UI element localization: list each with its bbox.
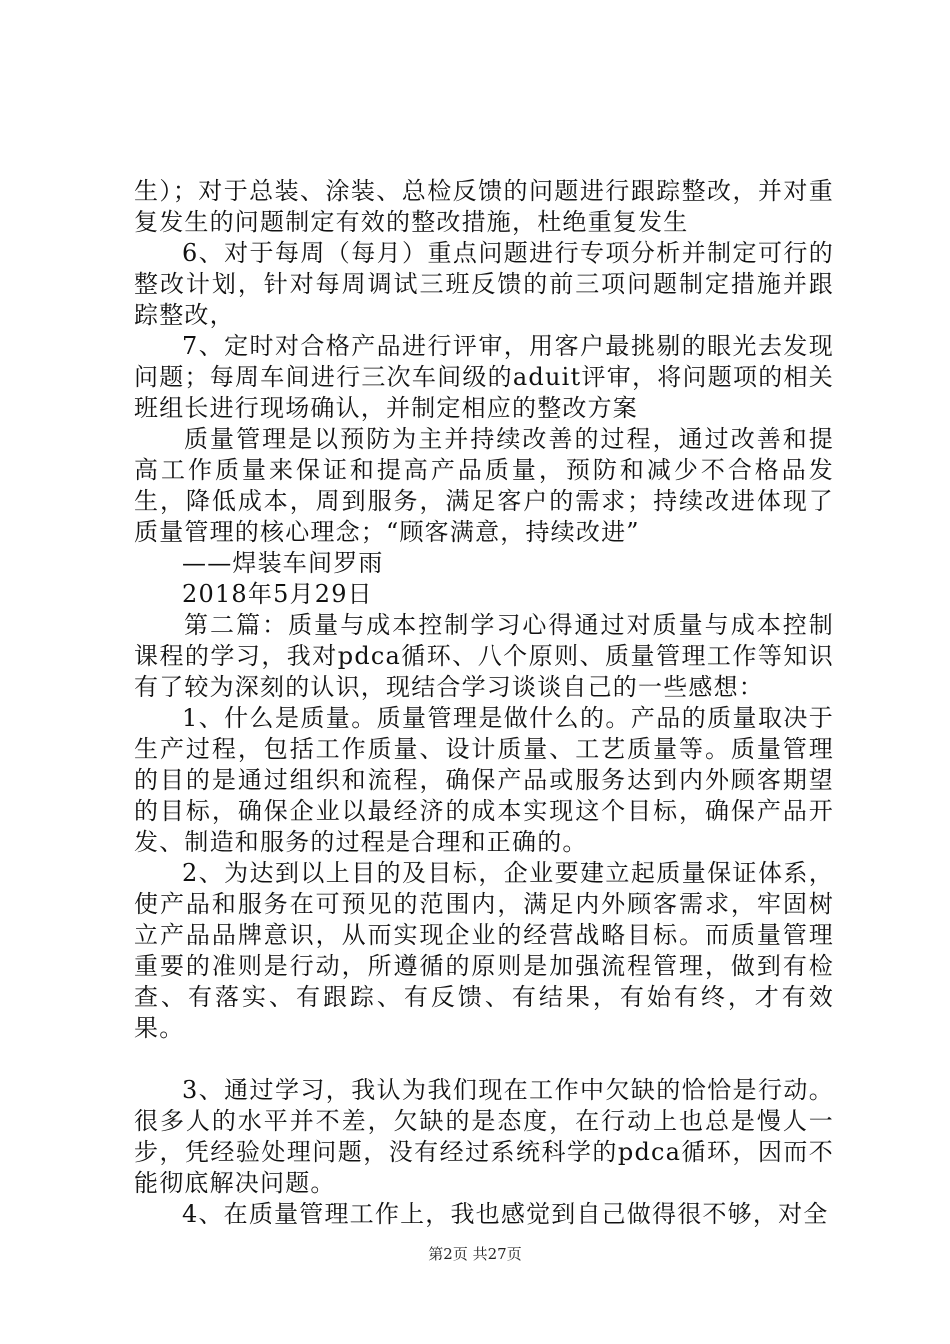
paragraph: 4、在质量管理工作上，我也感觉到自己做得很不够，对全 [182, 1200, 829, 1228]
paragraph: 质量管理是以预防为主并持续改善的过程，通过改善和提高工作质量来保证和提高产品质量，预防和减少不合格品发生，降低成本，周到服务，满足客户的需求；持续改进体现了质量管理的核心理念；“顾客满意，持续改进” [134, 425, 834, 546]
paragraph: 生）；对于总装、涂装、总检反馈的问题进行跟踪整改，并对重复发生的问题制定有效的整改措施，杜绝重复发生 [134, 177, 834, 236]
document-body [134, 176, 834, 1230]
paragraph: 2、为达到以上目的及目标，企业要建立起质量保证体系，使产品和服务在可预见的范围内，满足内外顾客需求，牢固树立产品品牌意识，从而实现企业的经营战略目标。而质量管理重要的准则是行动，所遵循的原则是加强流程管理，做到有检查、有落实、有跟踪、有反馈、有结果，有始有终，才有效果。 [134, 859, 834, 1042]
section-heading-paragraph: 第二篇：质量与成本控制学习心得通过对质量与成本控制课程的学习，我对pdca循环、八个原则、质量管理工作等知识有了较为深刻的认识，现结合学习谈谈自己的一些感想： [134, 611, 834, 701]
paragraph: 6、对于每周（每月）重点问题进行专项分析并制定可行的整改计划，针对每周调试三班反馈的前三项问题制定措施并跟踪整改， [134, 239, 834, 329]
date-line: 2018年5月29日 [182, 580, 373, 608]
paragraph: 1、什么是质量。质量管理是做什么的。产品的质量取决于生产过程，包括工作质量、设计质量、工艺质量等。质量管理的目的是通过组织和流程，确保产品或服务达到内外顾客期望的目标，确保企业以最经济的成本实现这个目标，确保产品开发、制造和服务的过程是合理和正确的。 [134, 704, 834, 856]
signature-line: ——焊装车间罗雨 [182, 549, 384, 577]
page-number-footer: 第2页 共27页 [428, 1245, 522, 1263]
paragraph: 7、定时对合格产品进行评审，用客户最挑剔的眼光去发现问题；每周车间进行三次车间级的aduit评审，将问题项的相关班组长进行现场确认，并制定相应的整改方案 [134, 332, 834, 422]
paragraph: 3、通过学习，我认为我们现在工作中欠缺的恰恰是行动。很多人的水平并不差，欠缺的是态度，在行动上也总是慢人一步，凭经验处理问题，没有经过系统科学的pdca循环，因而不能彻底解决问题。 [134, 1076, 834, 1197]
paragraph-spacer [134, 1044, 834, 1075]
